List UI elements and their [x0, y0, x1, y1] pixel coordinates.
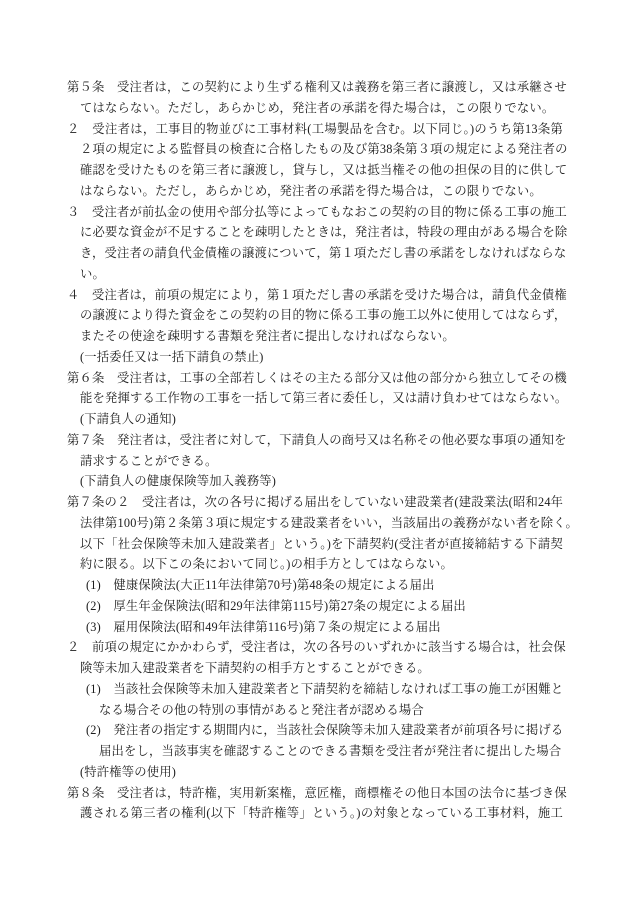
document-line: (2) 厚生年金保険法(昭和29年法律第115号)第27条の規定による届出 — [86, 598, 466, 613]
document-line: (特許権等の使用) — [80, 764, 177, 779]
document-line: 第５条 受注者は，この契約により生ずる権利又は義務を第三者に譲渡し，又は承継させ — [67, 80, 567, 94]
document-line: (2) 発注者の指定する期間内に，当該社会保険等未加入建設業者が前項各号に掲げる — [86, 723, 564, 738]
document-line: 第７条の２ 受注者は，次の各号に掲げる届出をしていない建設業者(建設業法(昭和24年 — [67, 495, 564, 509]
document-text-body — [67, 77, 578, 824]
document-line: (一括委任又は一括下請負の禁止) — [80, 349, 264, 364]
document-line: に必要な資金が不足することを疎明したときは，発注者は，特段の理由がある場合を除 — [80, 225, 568, 240]
document-line: てはならない。ただし，あらかじめ，発注者の承諾を得た場合は，この限りでない。 — [80, 100, 555, 115]
document-line: (下請負人の通知) — [80, 412, 177, 426]
document-line: 届出をし，当該事実を確認することのできる書類を受注者が発注者に提出した場合 — [99, 744, 562, 758]
document-line: 約に限る。以下この条において同じ。)の相手方としてはならない。 — [80, 557, 454, 572]
document-line: (1) 健康保険法(大正11年法律第70号)第48条の規定による届出 — [86, 578, 435, 592]
document-line: 護される第三者の権利(以下「特許権等」という。)の対象となっている工事材料，施工 — [80, 806, 563, 821]
document-line: 以下「社会保険等未加入建設業者」という。)を下請契約(受注者が直接締結する下請契 — [80, 536, 563, 551]
document-line: 険等未加入建設業者を下請契約の相手方とすることができる。 — [80, 661, 430, 675]
document-line: ２ 受注者は，工事目的物並びに工事材料(工場製品を含む。以下同じ。)のうち第13条第 — [67, 121, 563, 136]
document-line: 第７条 発注者は，受注者に対して，下請負人の商号又は名称その他必要な事項の通知を — [67, 432, 567, 447]
document-line: 法律第100号)第２条第３項に規定する建設業者をいい，当該届出の義務がない者を除く。 — [80, 515, 578, 530]
document-line: き，受注者の請負代金債権の譲渡について，第１項ただし書の承諾をしなければならな — [80, 246, 567, 260]
document-line: ２ 前項の規定にかかわらず，受注者は，次の各号のいずれかに該当する場合は，社会保 — [67, 640, 566, 655]
document-line: はならない。ただし，あらかじめ，発注者の承諾を得た場合は，この限りでない。 — [80, 183, 542, 198]
document-line: い。 — [80, 266, 105, 281]
document-line: 請求することができる。 — [80, 453, 218, 468]
document-line: (下請負人の健康保険等加入義務等) — [80, 474, 277, 489]
document-line: なる場合その他の特別の事情があると発注者が認める場合 — [99, 702, 424, 717]
document-line: (3) 雇用保険法(昭和49年法律第116号)第７条の規定による届出 — [86, 619, 441, 634]
document-line: 第６条 受注者は，工事の全部若しくはその主たる部分又は他の部分から独立してその機 — [67, 370, 567, 385]
document-line: 確認を受けたものを第三者に譲渡し，貸与し，又は抵当権その他の担保の目的に供して — [80, 163, 568, 177]
document-line: (1) 当該社会保険等未加入建設業者と下請契約を締結しなければ工事の施工が困難と — [86, 681, 564, 696]
document-line: ３ 受注者が前払金の使用や部分払等によってもなおこの契約の目的物に係る工事の施工 — [67, 204, 567, 219]
document-line: またその使途を疎明する書類を発注者に提出しなければならない。 — [80, 329, 455, 343]
document-line: 第８条 受注者は，特許権，実用新案権，意匠権，商標権その他日本国の法令に基づき保 — [67, 785, 567, 800]
document-line: ４ 受注者は，前項の規定により，第１項ただし書の承諾を受けた場合は，請負代金債権 — [67, 287, 567, 302]
document-line: 能を発揮する工作物の工事を一括して第三者に委任し，又は請け負わせてはならない。 — [80, 391, 568, 406]
document-line: ２項の規定による監督員の検査に合格したもの及び第38条第３項の規定による発注者の — [80, 142, 568, 157]
document-line: の譲渡により得た資金をこの契約の目的物に係る工事の施工以外に使用してはならず， — [80, 308, 567, 323]
